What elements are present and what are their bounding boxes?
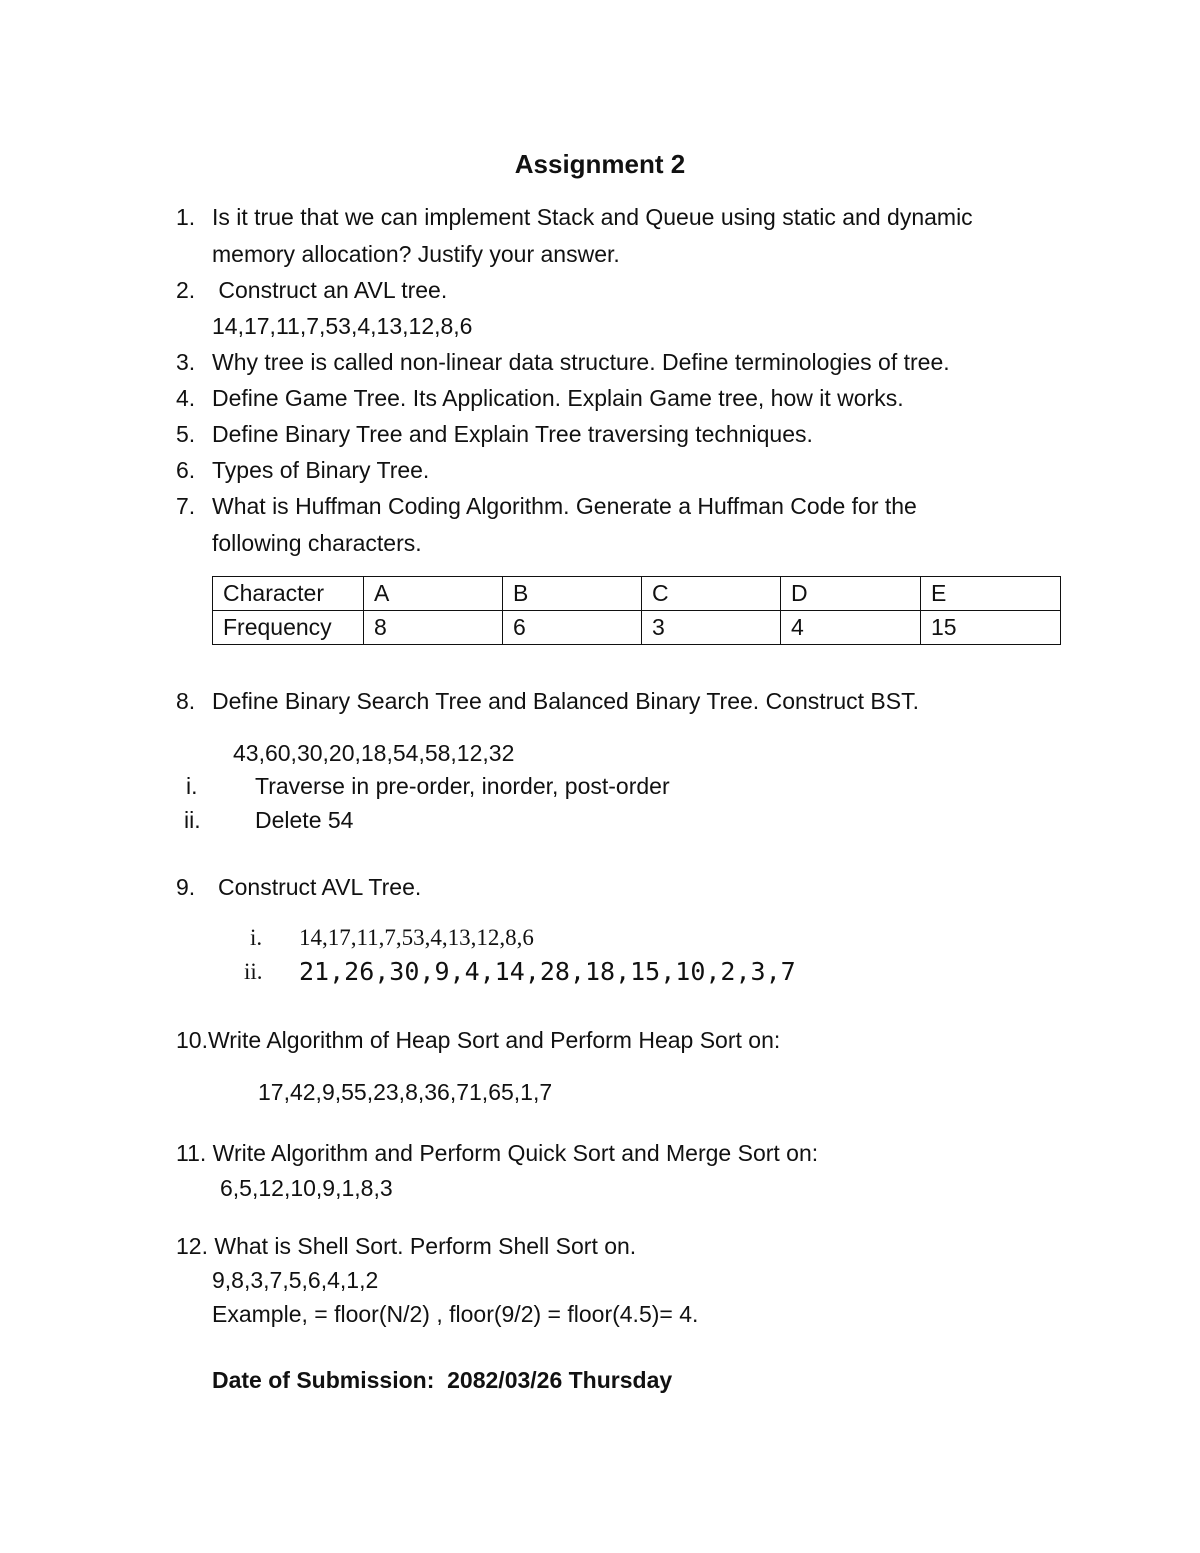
q1-number: 1. [176, 204, 196, 230]
q8-data: 43,60,30,20,18,54,58,12,32 [233, 740, 515, 766]
table-cell: D [781, 577, 921, 611]
q9-sub-i-number: i. [250, 925, 263, 950]
q8-sub-ii-number: ii. [184, 807, 201, 833]
q8-text: Define Binary Search Tree and Balanced Binary Tree. Construct BST. [212, 688, 919, 714]
q2-data: 14,17,11,7,53,4,13,12,8,6 [212, 313, 473, 339]
q1-line2: memory allocation? Justify your answer. [212, 241, 620, 267]
q1-line1: Is it true that we can implement Stack and Queue using static and dynamic [212, 204, 973, 230]
table-row [213, 577, 1061, 611]
table-cell: E [921, 577, 1061, 611]
table-cell: Character [213, 577, 364, 611]
submission-date: Date of Submission: 2082/03/26 Thursday [212, 1367, 673, 1393]
q5-text: Define Binary Tree and Explain Tree traversing techniques. [212, 421, 813, 447]
q2-text: Construct an AVL tree. [212, 277, 448, 303]
q8-sub-ii-text: Delete 54 [255, 807, 354, 833]
q10-text: 10.Write Algorithm of Heap Sort and Perform Heap Sort on: [176, 1027, 781, 1053]
q7-line1: What is Huffman Coding Algorithm. Generate a Huffman Code for the [212, 493, 917, 519]
page-title: Assignment 2 [514, 149, 686, 179]
table-cell: 15 [921, 611, 1061, 645]
table-row [213, 611, 1061, 645]
q8-sub-i-text: Traverse in pre-order, inorder, post-order [255, 773, 670, 799]
table-cell: B [503, 577, 642, 611]
table-cell: 8 [364, 611, 503, 645]
table-cell: 4 [781, 611, 921, 645]
huffman-table [212, 576, 1061, 645]
q12-data: 9,8,3,7,5,6,4,1,2 [212, 1267, 379, 1293]
q2-number: 2. [176, 277, 196, 303]
q6-number: 6. [176, 457, 196, 483]
table-cell: A [364, 577, 503, 611]
q4-number: 4. [176, 385, 196, 411]
q7-number: 7. [176, 493, 196, 519]
q3-number: 3. [176, 349, 196, 375]
q11-text: 11. Write Algorithm and Perform Quick Sort and Merge Sort on: [176, 1140, 819, 1166]
q12-example: Example, = floor(N/2) , floor(9/2) = floor(4.5)= 4. [212, 1301, 699, 1327]
table-cell: 6 [503, 611, 642, 645]
q9-sub-ii-number: ii. [244, 959, 263, 984]
q5-number: 5. [176, 421, 196, 447]
q9-sub-i-text: 14,17,11,7,53,4,13,12,8,6 [299, 925, 534, 950]
table-cell: 3 [642, 611, 781, 645]
q12-text: 12. What is Shell Sort. Perform Shell Sort on. [176, 1233, 637, 1259]
q9-number: 9. [176, 874, 196, 900]
table-cell: C [642, 577, 781, 611]
q11-data: 6,5,12,10,9,1,8,3 [220, 1175, 393, 1201]
q6-text: Types of Binary Tree. [212, 457, 430, 483]
q7-line2: following characters. [212, 530, 422, 556]
q9-sub-ii-text: 21,26,30,9,4,14,28,18,15,10,2,3,7 [299, 957, 796, 986]
q9-text: Construct AVL Tree. [218, 874, 422, 900]
q3-text: Why tree is called non-linear data structure. Define terminologies of tree. [212, 349, 950, 375]
q8-sub-i-number: i. [186, 773, 198, 799]
q10-data: 17,42,9,55,23,8,36,71,65,1,7 [258, 1079, 553, 1105]
q8-number: 8. [176, 688, 196, 714]
table-cell: Frequency [213, 611, 364, 645]
q4-text: Define Game Tree. Its Application. Explain Game tree, how it works. [212, 385, 904, 411]
